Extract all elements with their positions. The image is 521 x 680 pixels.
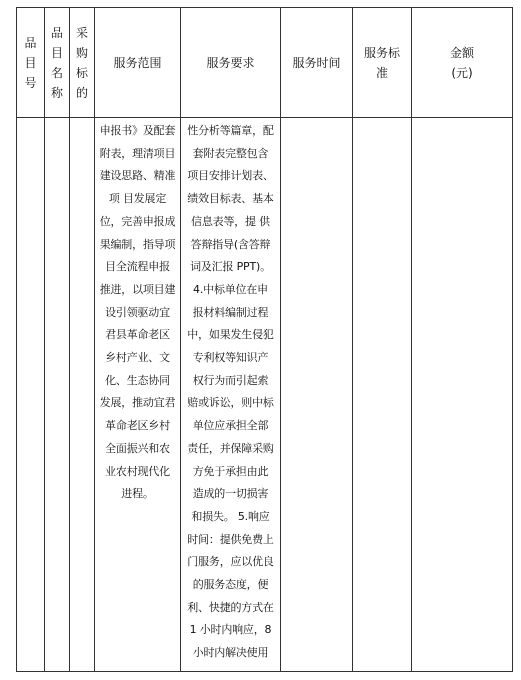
requirements-line: 和损失。 5.响应 xyxy=(191,509,270,523)
scope-line: 建设思路、精准 xyxy=(99,169,176,183)
requirements-line: 小时内解决使用 xyxy=(192,646,269,660)
scope-line: 化、生态协同 xyxy=(105,373,170,387)
scope-line: 发展，推动宜君 xyxy=(99,396,176,410)
table-row xyxy=(17,118,513,672)
cell-item-no xyxy=(17,118,45,672)
scope-line: 附表，理清项目 xyxy=(99,146,176,160)
header-service-scope: 服务范围 xyxy=(95,8,181,118)
header-item-name: 品 目 名 称 xyxy=(45,8,70,118)
requirements-line: 造成的一切损害 xyxy=(192,487,269,501)
cell-service-standard xyxy=(353,118,412,672)
requirements-line: 单位应承担全部 xyxy=(192,419,269,433)
header-item-no: 品 目 号 xyxy=(17,8,45,118)
header-service-standard: 服务标 准 xyxy=(353,8,412,118)
requirements-line: 的服务态度，便 xyxy=(192,578,269,592)
cell-item-name xyxy=(45,118,70,672)
requirements-line: 答辩指导(含答辩 xyxy=(190,237,271,251)
scope-line: 业农村现代化 xyxy=(105,464,170,478)
header-procurement-target: 采 购 标 的 xyxy=(70,8,95,118)
requirements-line: 门服务，应以优良 xyxy=(187,555,274,569)
scope-line: 推进，以项目建 xyxy=(99,282,176,296)
requirements-line: 责任，并保障采购 xyxy=(187,441,274,455)
requirements-line: 赔或诉讼，则中标 xyxy=(187,396,274,410)
requirements-line: 报材料编制过程 xyxy=(192,305,269,319)
header-service-requirements: 服务要求 xyxy=(181,8,281,118)
service-table xyxy=(16,7,513,672)
scope-line: 革命老区乡村 xyxy=(105,419,170,433)
scope-line: 全面振兴和农 xyxy=(105,441,170,455)
requirements-line: 中，如果发生侵犯 xyxy=(187,328,274,342)
scope-line: 乡村产业、文 xyxy=(105,351,170,365)
requirements-line: 专利权等知识产 xyxy=(192,351,269,365)
cell-amount xyxy=(412,118,513,672)
requirements-line: 4.中标单位在申 xyxy=(193,282,268,296)
scope-line: 果编制，指导项 xyxy=(99,237,176,251)
cell-service-time xyxy=(281,118,353,672)
scope-line: 位，完善申报成 xyxy=(99,214,176,228)
scope-line: 目全流程申报 xyxy=(105,260,170,274)
requirements-line: 时间：提供免费上 xyxy=(187,532,274,546)
service-scope-text xyxy=(95,118,180,506)
scope-line: 项 目发展定 xyxy=(108,192,167,206)
service-requirements-text xyxy=(181,118,280,665)
scope-line: 进程。 xyxy=(121,487,154,501)
requirements-line: 性分析等篇章，配 xyxy=(187,124,274,137)
requirements-line: 词及汇报 PPT)。 xyxy=(190,260,271,274)
header-row xyxy=(17,8,513,118)
header-service-time: 服务时间 xyxy=(281,8,353,118)
requirements-line: 绩效目标表、基本 xyxy=(187,192,274,206)
header-amount: 金额 (元) xyxy=(412,8,513,118)
requirements-line: 权行为而引起索 xyxy=(192,373,269,387)
requirements-line: 1 小时内响应，8 xyxy=(189,623,272,637)
scope-line: 申报书》及配套 xyxy=(99,124,176,137)
cell-service-scope xyxy=(95,118,181,672)
cell-service-requirements xyxy=(181,118,281,672)
cell-procurement-target xyxy=(70,118,95,672)
scope-line: 设引领驱动宜 xyxy=(105,305,170,319)
requirements-line: 套附表完整包含 xyxy=(192,146,269,160)
requirements-line: 信息表等，提 供 xyxy=(191,214,270,228)
requirements-line: 利、快捷的方式在 xyxy=(187,600,274,614)
scope-line: 君县革命老区 xyxy=(105,328,170,342)
requirements-line: 项目安排计划表、 xyxy=(187,169,274,183)
requirements-line: 方免于承担由此 xyxy=(192,464,269,478)
